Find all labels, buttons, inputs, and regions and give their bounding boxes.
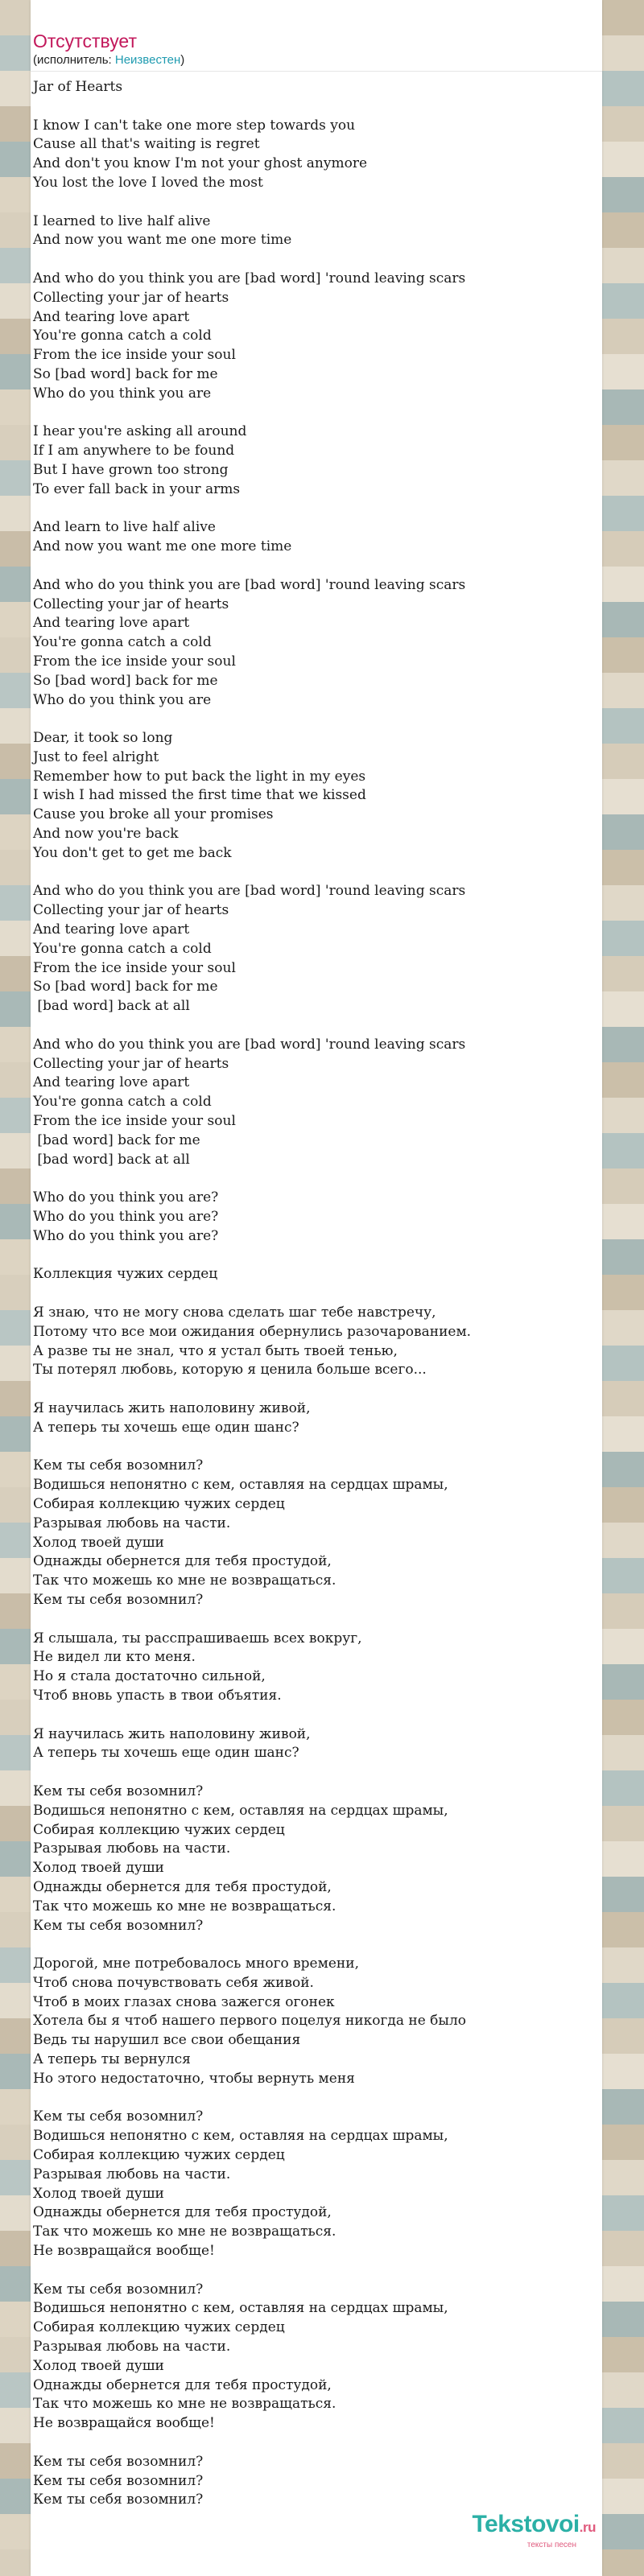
logo-tagline: тексты песен: [526, 2541, 576, 2549]
site-logo[interactable]: [472, 2512, 596, 2550]
lyrics-page: [31, 0, 602, 2576]
artist-suffix: ): [180, 53, 185, 67]
artist-prefix: (исполнитель:: [33, 53, 115, 67]
song-header: [31, 0, 602, 72]
artist-link[interactable]: Неизвестен: [114, 53, 181, 67]
header-divider: [31, 71, 602, 72]
logo-name: Tekstovoi: [472, 2511, 580, 2537]
song-title: Отсутствует: [33, 31, 137, 52]
artist-line: [33, 53, 602, 68]
lyrics-text: Jar of Hearts I know I can't take one more step towards you Cause all that's waiting is regret And don't you know I'm not your ghost anymore You lost the love I loved the most I learned to live half alive And now you want me one more time And who do you think you are [bad word] 'round leaving scars Collecting your jar of hearts And tearing love apart You're gonna catch a cold From the ice inside your soul So [bad word] back for me Who do you think you are I hear you're asking all around If I am anywhere to be found But I have grown too strong To ever fall back in your arms And learn to live half alive And now you want me one more time And who do you think you are [bad word] 'round leaving scars Collecting your jar of hearts And tearing love apart You're gonna catch a cold From the ice inside your soul So [bad word] back for me Who do you think you are Dear, it took so long Just to feel alright Remember how to put back the light in my eyes I wish I had missed the first time that we kissed Cause you broke all your promises And now you're back You don't get to get me back And who do you think you are [bad word] 'round leaving scars Collecting your jar of hearts And tearing love apart You're gonna catch a cold From the ice inside your soul So [bad word] back for me [bad word] back at all And who do you think you are [bad word] 'round leaving scars Collecting your jar of hearts And tearing love apart You're gonna catch a cold From the ice inside your soul [bad word] back for me [bad word] back at all Who do you think you are? Who do you think you are? Who do you think you are? Коллекция чужих сердец Я знаю, что не могу снова сделать шаг тебе навстречу, Потому что все мои ожидания обернулись разочарованием. А разве ты не знал, что я устал быть твоей тенью, Ты потерял любовь, которую я ценила больше всего... Я научилась жить наполовину живой, А теперь ты хочешь еще один шанс? Кем ты себя возомнил? Водишься непонятно с кем, оставляя на сердцах шрамы, Собирая коллекцию чужих сердец Разрывая любовь на части. Холод твоей души Однажды обернется для тебя простудой, Так что можешь ко мне не возвращаться. Кем ты себя возомнил? Я слышала, ты расспрашиваешь всех вокруг, Не видел ли кто меня. Но я стала достаточно сильной, Чтоб вновь упасть в твои объятия. Я научилась жить наполовину живой, А теперь ты хочешь еще один шанс? Кем ты себя возомнил? Водишься непонятно с кем, оставляя на сердцах шрамы, Собирая коллекцию чужих сердец Разрывая любовь на части. Холод твоей души Однажды обернется для тебя простудой, Так что можешь ко мне не возвращаться. Кем ты себя возомнил? Дорогой, мне потребовалось много времени, Чтоб снова почувствовать себя живой. Чтоб в моих глазах снова зажегся огонек Хотела бы я чтоб нашего первого поцелуя никогда не было Ведь ты нарушил все свои обещания А теперь ты вернулся Но этого недостаточно, чтобы вернуть меня Кем ты себя возомнил? Водишься непонятно с кем, оставляя на сердцах шрамы, Собирая коллекцию чужих сердец Разрывая любовь на части. Холод твоей души Однажды обернется для тебя простудой, Так что можешь ко мне не возвращаться. Не возвращайся вообще! Кем ты себя возомнил? Водишься непонятно с кем, оставляя на сердцах шрамы, Собирая коллекцию чужих сердец Разрывая любовь на части. Холод твоей души Однажды обернется для тебя простудой, Так что можешь ко мне не возвращаться. Не возвращайся вообще! Кем ты себя возомнил? Кем ты себя возомнил? Кем ты себя возомнил?: [33, 79, 472, 2508]
logo-suffix: .ru: [579, 2520, 596, 2535]
